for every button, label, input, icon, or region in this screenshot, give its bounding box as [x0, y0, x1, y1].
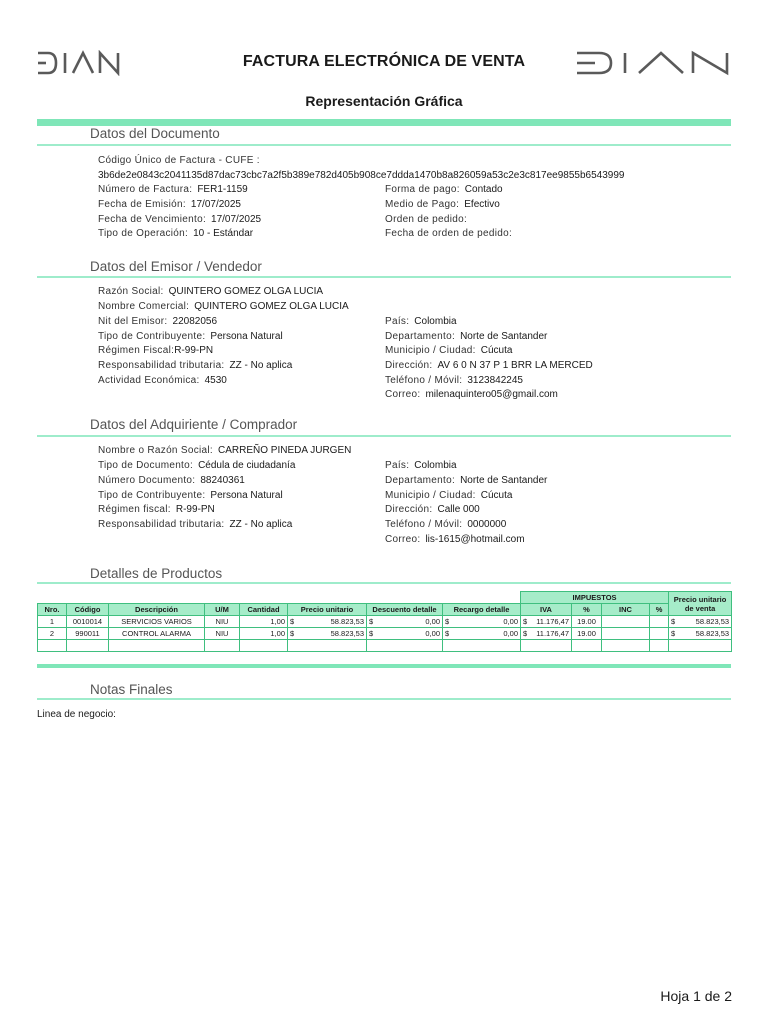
- emisor-municipio: Municipio / Ciudad: Cúcuta: [385, 345, 513, 356]
- cell-cantidad: 1,00: [240, 628, 288, 640]
- cell-precio: $ 58.823,53: [288, 628, 367, 640]
- emisor-regimen-fiscal: Régimen Fiscal:R-99-PN: [98, 345, 214, 356]
- table-row-empty: [38, 640, 732, 652]
- header-inc: INC: [602, 604, 650, 616]
- cell-recargo: $ 0,00: [443, 616, 521, 628]
- section-rule: [37, 435, 731, 437]
- cell-nro: 2: [38, 628, 67, 640]
- cell-iva-pct: 19.00: [572, 616, 602, 628]
- numero-factura: Número de Factura: FER1-1159: [98, 184, 248, 195]
- emisor-actividad: Actividad Económica: 4530: [98, 375, 227, 386]
- cell-precio: $ 58.823,53: [288, 616, 367, 628]
- emisor-direccion: Dirección: AV 6 0 N 37 P 1 BRR LA MERCED: [385, 360, 593, 371]
- header-codigo: Código: [67, 604, 109, 616]
- section-rule: [37, 698, 731, 700]
- emisor-correo: Correo: milenaquintero05@gmail.com: [385, 389, 558, 400]
- header-recargo: Recargo detalle: [443, 604, 521, 616]
- cell-inc: [602, 616, 650, 628]
- header-accent-bar: [37, 119, 731, 126]
- products-table-wrap: [37, 591, 731, 652]
- adquiriente-telefono: Teléfono / Móvil: 0000000: [385, 519, 507, 530]
- page-number: Hoja 1 de 2: [660, 988, 732, 1004]
- emisor-pais: País: Colombia: [385, 316, 457, 327]
- adquiriente-correo: Correo: lis-1615@hotmail.com: [385, 534, 525, 545]
- adquiriente-regimen-fiscal: Régimen fiscal: R-99-PN: [98, 504, 215, 515]
- header-precio-venta: Precio unitario de venta: [669, 592, 732, 616]
- emisor-tipo-contribuyente: Tipo de Contribuyente: Persona Natural: [98, 331, 283, 342]
- header-um: U/M: [205, 604, 240, 616]
- cell-precio-venta: $ 58.823,53: [669, 616, 732, 628]
- cell-descripcion: SERVICIOS VARIOS: [109, 616, 205, 628]
- cell-um: NIU: [205, 628, 240, 640]
- table-row: [38, 616, 732, 628]
- orden-pedido: Orden de pedido:: [385, 214, 468, 225]
- forma-pago: Forma de pago: Contado: [385, 184, 503, 195]
- cell-recargo: $ 0,00: [443, 628, 521, 640]
- adquiriente-pais: País: Colombia: [385, 460, 457, 471]
- tipo-operacion: Tipo de Operación: 10 - Estándar: [98, 228, 254, 239]
- section-title-productos: Detalles de Productos: [90, 566, 223, 581]
- fecha-vencimiento: Fecha de Vencimiento: 17/07/2025: [98, 214, 262, 225]
- adquiriente-nombre: Nombre o Razón Social: CARREÑO PINEDA JURGEN: [98, 445, 352, 456]
- cell-descuento: $ 0,00: [367, 628, 443, 640]
- cell-inc-pct: [650, 616, 669, 628]
- emisor-nit: Nit del Emisor: 22082056: [98, 316, 218, 327]
- cell-inc: [602, 628, 650, 640]
- cell-iva: $ 11.176,47: [521, 616, 572, 628]
- table-bottom-bar: [37, 664, 731, 668]
- cufe-value: 3b6de2e0843c2041135d87dac73cbc7a2f5b389e782d405b908ce7ddda1470b8a826059a53c2e3c817ee9855b6543999: [98, 170, 625, 181]
- cell-codigo: 0010014: [67, 616, 109, 628]
- header-descuento: Descuento detalle: [367, 604, 443, 616]
- section-title-notas: Notas Finales: [90, 682, 173, 697]
- document-title: FACTURA ELECTRÓNICA DE VENTA: [242, 53, 526, 70]
- header-descripcion: Descripción: [109, 604, 205, 616]
- medio-pago: Medio de Pago: Efectivo: [385, 199, 500, 210]
- header-iva: IVA: [521, 604, 572, 616]
- emisor-departamento: Departamento: Norte de Santander: [385, 331, 548, 342]
- adquiriente-tipo-documento: Tipo de Documento: Cédula de ciudadanía: [98, 460, 296, 471]
- cell-iva-pct: 19.00: [572, 628, 602, 640]
- section-rule: [37, 582, 731, 584]
- section-title-emisor: Datos del Emisor / Vendedor: [90, 259, 262, 274]
- table-header-row: [38, 604, 732, 616]
- adquiriente-responsabilidad: Responsabilidad tributaria: ZZ - No aplica: [98, 519, 293, 530]
- section-title-adquiriente: Datos del Adquiriente / Comprador: [90, 417, 298, 432]
- linea-negocio: Linea de negocio:: [37, 709, 116, 720]
- cell-descripcion: CONTROL ALARMA: [109, 628, 205, 640]
- adquiriente-direccion: Dirección: Calle 000: [385, 504, 480, 515]
- header-impuestos: IMPUESTOS: [521, 592, 669, 604]
- emisor-telefono: Teléfono / Móvil: 3123842245: [385, 375, 523, 386]
- header-precio-unitario: Precio unitario: [288, 604, 367, 616]
- adquiriente-numero-documento: Número Documento: 88240361: [98, 475, 245, 486]
- fecha-orden-pedido: Fecha de orden de pedido:: [385, 228, 513, 239]
- header-inc-pct: %: [650, 604, 669, 616]
- header-cantidad: Cantidad: [240, 604, 288, 616]
- cell-precio-venta: $ 58.823,53: [669, 628, 732, 640]
- emisor-nombre-comercial: Nombre Comercial: QUINTERO GOMEZ OLGA LUCIA: [98, 301, 349, 312]
- adquiriente-departamento: Departamento: Norte de Santander: [385, 475, 548, 486]
- section-title-documento: Datos del Documento: [90, 126, 220, 141]
- table-row: [38, 628, 732, 640]
- header-nro: Nro.: [38, 604, 67, 616]
- adquiriente-tipo-contribuyente: Tipo de Contribuyente: Persona Natural: [98, 490, 283, 501]
- emisor-responsabilidad: Responsabilidad tributaria: ZZ - No aplica: [98, 360, 293, 371]
- cell-codigo: 990011: [67, 628, 109, 640]
- cell-inc-pct: [650, 628, 669, 640]
- cell-um: NIU: [205, 616, 240, 628]
- fecha-emision: Fecha de Emisión: 17/07/2025: [98, 199, 241, 210]
- cell-iva: $ 11.176,47: [521, 628, 572, 640]
- cell-descuento: $ 0,00: [367, 616, 443, 628]
- adquiriente-municipio: Municipio / Ciudad: Cúcuta: [385, 490, 513, 501]
- cufe-label: Código Único de Factura - CUFE :: [98, 155, 260, 166]
- cell-cantidad: 1,00: [240, 616, 288, 628]
- products-table: [37, 591, 732, 652]
- cell-nro: 1: [38, 616, 67, 628]
- section-rule: [37, 276, 731, 278]
- header-iva-pct: %: [572, 604, 602, 616]
- section-rule: [37, 144, 731, 146]
- table-header-group-row: [38, 592, 732, 604]
- emisor-razon-social: Razón Social: QUINTERO GOMEZ OLGA LUCIA: [98, 286, 324, 297]
- document-subtitle: Representación Gráfica: [305, 93, 463, 109]
- dian-logo-left: [36, 50, 120, 76]
